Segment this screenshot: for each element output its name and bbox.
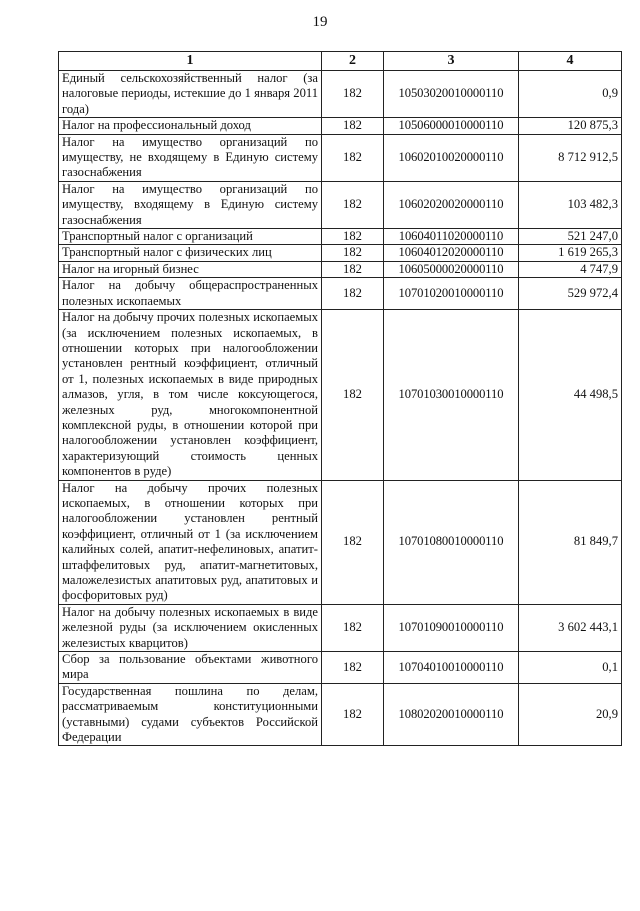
column-header-amount: 4 bbox=[519, 52, 622, 71]
table-row bbox=[59, 310, 622, 480]
table-row bbox=[59, 480, 622, 604]
table-row bbox=[59, 652, 622, 684]
amount: 4 747,9 bbox=[519, 261, 622, 277]
amount: 44 498,5 bbox=[519, 310, 622, 480]
amount: 0,9 bbox=[519, 71, 622, 118]
amount: 0,1 bbox=[519, 652, 622, 684]
amount: 521 247,0 bbox=[519, 229, 622, 245]
amount: 529 972,4 bbox=[519, 278, 622, 310]
revenue-name: Налог на профессиональный доход bbox=[59, 118, 322, 134]
admin-code: 182 bbox=[322, 683, 384, 746]
classification-code: 10802020010000110 bbox=[384, 683, 519, 746]
classification-code: 10701030010000110 bbox=[384, 310, 519, 480]
admin-code: 182 bbox=[322, 261, 384, 277]
page-number: 19 bbox=[312, 14, 328, 30]
revenue-name: Транспортный налог с организаций bbox=[59, 229, 322, 245]
admin-code: 182 bbox=[322, 181, 384, 228]
table-row bbox=[59, 278, 622, 310]
admin-code: 182 bbox=[322, 652, 384, 684]
amount: 20,9 bbox=[519, 683, 622, 746]
revenue-name: Налог на добычу прочих полезных ископаемых, в отношении которых при налогообложении установлен рентный коэффициент, отличный от 1 (за исключением калийных солей, апатит-нефелиновых, апатит-штаффелитовых руд, апатит-магнетитовых, маложелезистых апатитовых руд, апатитовых и фосфоритовых руд) bbox=[59, 480, 322, 604]
amount: 81 849,7 bbox=[519, 480, 622, 604]
revenue-name: Единый сельскохозяйственный налог (за налоговые периоды, истекшие до 1 января 2011 года) bbox=[59, 71, 322, 118]
admin-code: 182 bbox=[322, 278, 384, 310]
table-row bbox=[59, 245, 622, 261]
revenue-name: Налог на имущество организаций по имуществу, входящему в Единую систему газоснабжения bbox=[59, 181, 322, 228]
amount: 8 712 912,5 bbox=[519, 134, 622, 181]
admin-code: 182 bbox=[322, 71, 384, 118]
classification-code: 10604011020000110 bbox=[384, 229, 519, 245]
table-row bbox=[59, 229, 622, 245]
admin-code: 182 bbox=[322, 118, 384, 134]
admin-code: 182 bbox=[322, 134, 384, 181]
column-header-code: 3 bbox=[384, 52, 519, 71]
admin-code: 182 bbox=[322, 604, 384, 651]
admin-code: 182 bbox=[322, 310, 384, 480]
column-header-name: 1 bbox=[59, 52, 322, 71]
classification-code: 10704010010000110 bbox=[384, 652, 519, 684]
amount: 103 482,3 bbox=[519, 181, 622, 228]
amount: 120 875,3 bbox=[519, 118, 622, 134]
revenue-name: Налог на добычу прочих полезных ископаемых (за исключением полезных ископаемых, в отношении которых при налогообложении установлен рентный коэффициент, отличный от 1, полезных ископаемых в виде природных алмазов, угля, в том числе коксующегося, железных руд, многокомпонентной комплексной руды, в отношении которой при налогообложении установлен коэффициент, характеризующий стоимость ценных компонентов в руде) bbox=[59, 310, 322, 480]
classification-code: 10503020010000110 bbox=[384, 71, 519, 118]
admin-code: 182 bbox=[322, 229, 384, 245]
amount: 3 602 443,1 bbox=[519, 604, 622, 651]
classification-code: 10602010020000110 bbox=[384, 134, 519, 181]
classification-code: 10701020010000110 bbox=[384, 278, 519, 310]
amount: 1 619 265,3 bbox=[519, 245, 622, 261]
classification-code: 10605000020000110 bbox=[384, 261, 519, 277]
admin-code: 182 bbox=[322, 245, 384, 261]
revenue-name: Налог на имущество организаций по имуществу, не входящему в Единую систему газоснабжения bbox=[59, 134, 322, 181]
revenue-name: Транспортный налог с физических лиц bbox=[59, 245, 322, 261]
admin-code: 182 bbox=[322, 480, 384, 604]
table-row bbox=[59, 134, 622, 181]
table-row bbox=[59, 604, 622, 651]
classification-code: 10701080010000110 bbox=[384, 480, 519, 604]
table-row bbox=[59, 261, 622, 277]
revenue-name: Сбор за пользование объектами животного мира bbox=[59, 652, 322, 684]
table-header-row bbox=[59, 52, 622, 71]
column-header-admin: 2 bbox=[322, 52, 384, 71]
table-row bbox=[59, 683, 622, 746]
table-row bbox=[59, 181, 622, 228]
classification-code: 10701090010000110 bbox=[384, 604, 519, 651]
classification-code: 10604012020000110 bbox=[384, 245, 519, 261]
revenue-name: Государственная пошлина по делам, рассматриваемым конституционными (уставными) судами субъектов Российской Федерации bbox=[59, 683, 322, 746]
revenue-table bbox=[58, 51, 622, 746]
classification-code: 10506000010000110 bbox=[384, 118, 519, 134]
revenue-name: Налог на добычу общераспространенных полезных ископаемых bbox=[59, 278, 322, 310]
revenue-name: Налог на игорный бизнес bbox=[59, 261, 322, 277]
classification-code: 10602020020000110 bbox=[384, 181, 519, 228]
table-row bbox=[59, 118, 622, 134]
revenue-name: Налог на добычу полезных ископаемых в виде железной руды (за исключением окисленных железистых кварцитов) bbox=[59, 604, 322, 651]
table-row bbox=[59, 71, 622, 118]
